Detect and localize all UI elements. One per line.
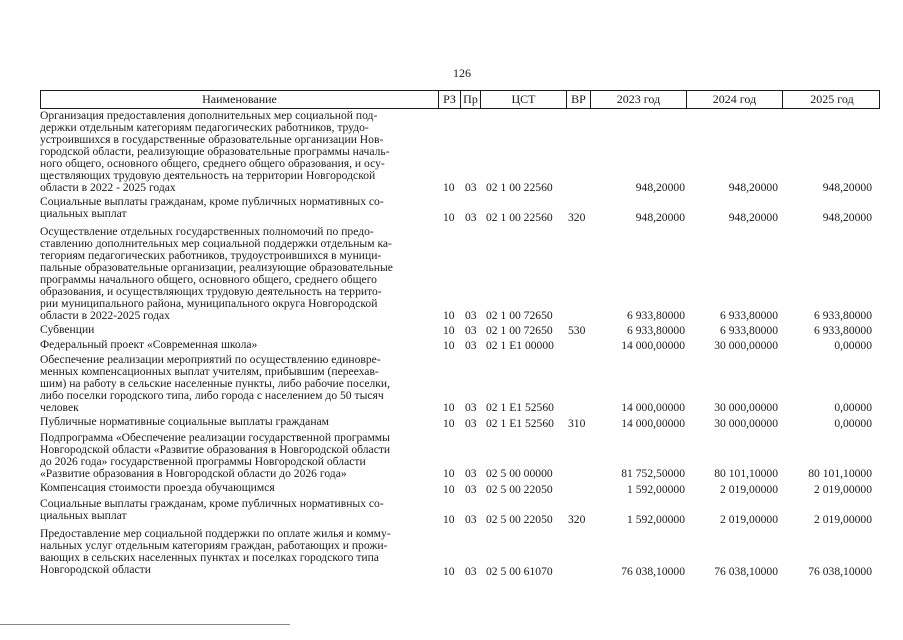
row-2023: 14 000,00000 xyxy=(621,417,685,430)
row-2023: 1 592,00000 xyxy=(627,483,685,496)
row-2025: 80 101,10000 xyxy=(808,467,872,480)
row-cst: 02 1 00 72650 xyxy=(486,309,553,322)
table-row xyxy=(40,498,880,526)
table-row xyxy=(40,354,880,414)
row-name: Публичные нормативные социальные выплаты гражданам xyxy=(40,415,329,428)
row-rz: 10 xyxy=(443,181,455,194)
row-2025: 948,20000 xyxy=(822,181,872,194)
row-rz: 10 xyxy=(443,417,455,430)
row-2025: 2 019,00000 xyxy=(814,483,872,496)
row-2023: 948,20000 xyxy=(635,181,685,194)
row-name: Социальные выплаты гражданам, кроме публичных нормативных со- циальных выплат xyxy=(40,497,384,522)
row-cst: 02 5 00 00000 xyxy=(486,467,553,480)
row-2025: 6 933,80000 xyxy=(814,324,872,337)
row-pr: 03 xyxy=(465,309,477,322)
row-2024: 948,20000 xyxy=(728,211,778,224)
table-row xyxy=(40,196,880,224)
row-2024: 30 000,00000 xyxy=(714,401,778,414)
table-row xyxy=(40,416,880,430)
header-vr: ВР xyxy=(567,91,591,108)
row-2024: 948,20000 xyxy=(728,181,778,194)
page-number: 126 xyxy=(453,66,471,80)
row-rz: 10 xyxy=(443,324,455,337)
row-pr: 03 xyxy=(465,211,477,224)
row-name: Предоставление мер социальной поддержки по оплате жилья и комму- нальных услуг отдельным категориям граждан, работающих и прожи- вающих в сельских населенных пунктах и поселках городского типа Новгородской области xyxy=(40,527,391,576)
row-pr: 03 xyxy=(465,467,477,480)
row-2023: 948,20000 xyxy=(635,211,685,224)
row-2024: 2 019,00000 xyxy=(720,483,778,496)
header-rz: РЗ xyxy=(439,91,461,108)
row-name: Федеральный проект «Современная школа» xyxy=(40,338,258,351)
row-2023: 6 933,80000 xyxy=(627,309,685,322)
row-vr: 320 xyxy=(568,513,586,526)
header-name: Наименование xyxy=(41,91,439,108)
row-pr: 03 xyxy=(465,324,477,337)
table-row xyxy=(40,110,880,194)
row-pr: 03 xyxy=(465,483,477,496)
row-cst: 02 5 00 22050 xyxy=(486,483,553,496)
row-2025: 0,00000 xyxy=(834,401,872,414)
header-2023: 2023 год xyxy=(591,91,687,108)
row-2024: 30 000,00000 xyxy=(714,417,778,430)
row-cst: 02 1 00 72650 xyxy=(486,324,553,337)
row-pr: 03 xyxy=(465,339,477,352)
row-2023: 1 592,00000 xyxy=(627,513,685,526)
row-name: Субвенции xyxy=(40,323,95,336)
row-rz: 10 xyxy=(443,467,455,480)
row-name: Подпрограмма «Обеспечение реализации государственной программы Новгородской области «Развитие образования в Новгородской области до 2026 года» государственной программы Новгородской области «Развитие образования в Новгородской области до 2026 года» xyxy=(40,431,391,480)
row-vr: 530 xyxy=(568,324,586,337)
row-cst: 02 5 00 22050 xyxy=(486,513,553,526)
row-cst: 02 1 E1 52560 xyxy=(486,417,554,430)
table-row xyxy=(40,528,880,578)
row-name: Организация предоставления дополнительных мер социальной под- держки отдельным категориям педагогических работников, трудо- устроившихся в государственные образовательные организации Нов- городской области, реализующие образовательные программы началь- ного общего, основного общего, среднего общего образования, и осу- ществляющих трудовую деятельность на территории Новгородской области в 2022 - 2025 годах xyxy=(40,109,390,194)
row-rz: 10 xyxy=(443,339,455,352)
row-2023: 14 000,00000 xyxy=(621,339,685,352)
row-2025: 0,00000 xyxy=(834,339,872,352)
row-cst: 02 1 E1 52560 xyxy=(486,401,554,414)
table-row xyxy=(40,432,880,480)
row-2024: 6 933,80000 xyxy=(720,309,778,322)
table-row xyxy=(40,482,880,496)
row-2025: 0,00000 xyxy=(834,417,872,430)
row-cst: 02 1 E1 00000 xyxy=(486,339,554,352)
row-name: Обеспечение реализации мероприятий по осуществлению единовре- менных компенсационных выплат учителям, прибывшим (переехав- шим) на работу в сельские населенные пункты, либо рабочие поселки, либо поселки городского типа, либо города с населением до 50 тысяч человек xyxy=(40,353,391,414)
row-vr: 310 xyxy=(568,417,586,430)
row-name: Социальные выплаты гражданам, кроме публичных нормативных со- циальных выплат xyxy=(40,195,384,220)
row-2024: 2 019,00000 xyxy=(720,513,778,526)
row-rz: 10 xyxy=(443,483,455,496)
header-2025: 2025 год xyxy=(810,92,854,106)
header-pr: Пр xyxy=(461,91,481,108)
header-2024: 2024 год xyxy=(687,91,783,108)
table-row xyxy=(40,324,880,337)
row-name: Компенсация стоимости проезда обучающимся xyxy=(40,481,275,494)
row-rz: 10 xyxy=(443,513,455,526)
footer-divider xyxy=(0,624,290,625)
row-2024: 80 101,10000 xyxy=(714,467,778,480)
table-row xyxy=(40,226,880,322)
header-cst: ЦСТ xyxy=(481,91,567,108)
row-pr: 03 xyxy=(465,565,477,578)
row-cst: 02 1 00 22560 xyxy=(486,181,553,194)
row-rz: 10 xyxy=(443,309,455,322)
row-2024: 76 038,10000 xyxy=(714,565,778,578)
row-2025: 6 933,80000 xyxy=(814,309,872,322)
row-name: Осуществление отдельных государственных полномочий по предо- ставлению дополнительных мер социальной поддержки отдельным ка- тегориям педагогических работников, трудоустроившихся в муници- пальные образовательные организации, реализующие образовательные программы начального общего, основного общего, среднего общего образования, и осуществляющих трудовую деятельность на террито- рии муниципального района, муниципального округа Новгородской области в 2022-2025 годах xyxy=(40,225,393,322)
row-pr: 03 xyxy=(465,401,477,414)
row-pr: 03 xyxy=(465,181,477,194)
row-2023: 81 752,50000 xyxy=(621,467,685,480)
row-pr: 03 xyxy=(465,513,477,526)
row-rz: 10 xyxy=(443,211,455,224)
row-vr: 320 xyxy=(568,211,586,224)
row-cst: 02 5 00 61070 xyxy=(486,565,553,578)
row-2023: 14 000,00000 xyxy=(621,401,685,414)
row-2023: 76 038,10000 xyxy=(621,565,685,578)
table-header xyxy=(40,90,880,109)
row-rz: 10 xyxy=(443,401,455,414)
row-cst: 02 1 00 22560 xyxy=(486,211,553,224)
row-2024: 30 000,00000 xyxy=(714,339,778,352)
table-row xyxy=(40,339,880,352)
row-2024: 6 933,80000 xyxy=(720,324,778,337)
row-2025: 76 038,10000 xyxy=(808,565,872,578)
row-2025: 2 019,00000 xyxy=(814,513,872,526)
row-2025: 948,20000 xyxy=(822,211,872,224)
row-rz: 10 xyxy=(443,565,455,578)
row-pr: 03 xyxy=(465,417,477,430)
row-2023: 6 933,80000 xyxy=(627,324,685,337)
